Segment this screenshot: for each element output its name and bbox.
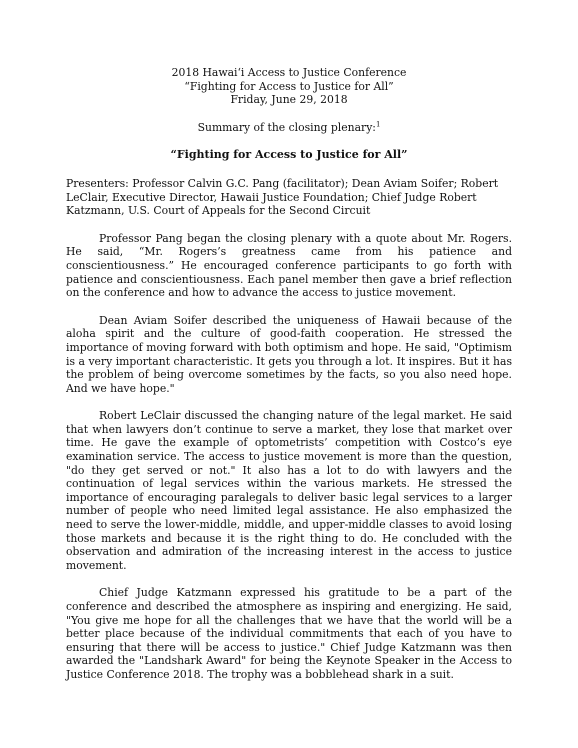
paragraph-katzmann: Chief Judge Katzmann expressed his gratitude to be a part of the conference and described the atmosphere as inspiring and energizing. He said, "You give me hope for all the challenges that we have that the world will be a better place because of the individual commitments that each of you have to ensuring that there will be access to justice." Chief Judge Katzmann was then awarded the "Landshark Award" for being the Keynote Speaker in the Access to Justice Conference 2018. The trophy was a bobblehead shark in a suit. xyxy=(66,586,512,681)
summary-heading xyxy=(66,121,512,135)
footnote-marker: 1 xyxy=(375,120,381,129)
plenary-title: “Fighting for Access to Justice for All” xyxy=(170,148,408,162)
conference-theme: “Fighting for Access to Justice for All” xyxy=(184,79,394,93)
paragraph-leclair: Robert LeClair discussed the changing nature of the legal market. He said that when lawyers don’t continue to serve a market, they lose that market over time. He gave the example of optometrists’ competition with Costco’s eye examination service. The access to justice movement is more than the question, "do they get served or not." It also has a lot to do with lawyers and the continuation of legal services within the various markets. He stressed the importance of encouraging paralegals to deliver basic legal services to a larger number of people who need limited legal assistance. He also emphasized the need to serve the lower-middle, middle, and upper-middle classes to avoid losing those markets and because it is the right thing to do. He concluded with the observation and admiration of the increasing interest in the access to justice movement. xyxy=(66,409,512,572)
paragraph-soifer: Dean Aviam Soifer described the uniqueness of Hawaii because of the aloha spirit and the culture of good-faith cooperation. He stressed the importance of moving forward with both optimism and hope. He said, "Optimism is a very important characteristic. It gets you through a lot. It inspires. But it has the problem of being overcome sometimes by the facts, so you also need hope. And we have hope." xyxy=(66,313,512,395)
document-header xyxy=(66,66,512,107)
summary-heading-text: Summary of the closing plenary: xyxy=(197,120,376,134)
conference-date: Friday, June 29, 2018 xyxy=(230,93,348,107)
paragraph-pang: Professor Pang began the closing plenary with a quote about Mr. Rogers. He said, “Mr. Rogers’s greatness came from his patience and conscientiousness.” He encouraged conference participants to go forth with patience and conscientiousness. Each panel member then gave a brief reflection on the conference and how to advance the access to justice movement. xyxy=(66,231,512,300)
presenters-list: Presenters: Professor Calvin G.C. Pang (facilitator); Dean Aviam Soifer; Robert LeClair, Executive Director, Hawaii Justice Foundation; Chief Judge Robert Katzmann, U.S. Court of Appeals for the Second Circuit xyxy=(66,176,499,218)
conference-title: 2018 Hawaiʻi Access to Justice Conference xyxy=(171,66,407,79)
